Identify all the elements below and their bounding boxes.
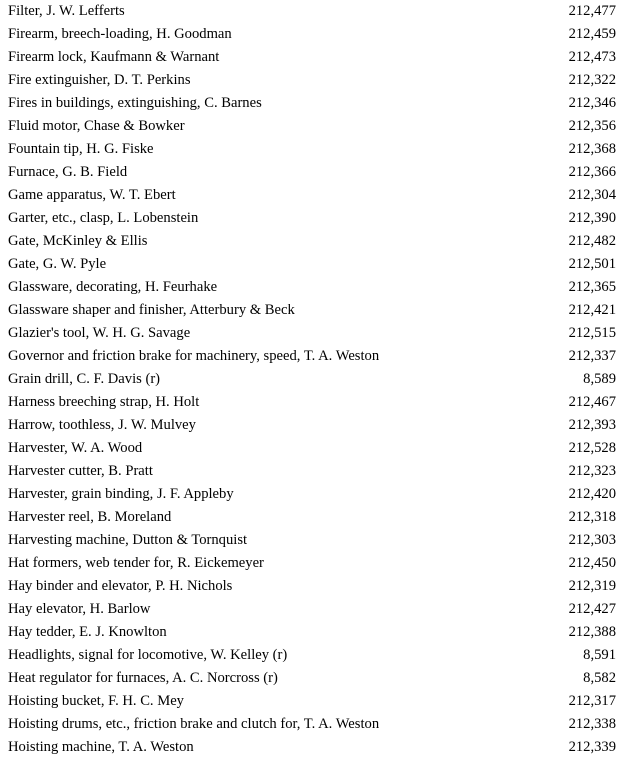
list-item xyxy=(0,46,622,69)
list-item xyxy=(0,368,622,391)
invention-title: Fountain tip, H. G. Fiske xyxy=(8,141,154,157)
list-item xyxy=(0,437,622,460)
patent-number: 212,473 xyxy=(568,49,616,65)
patent-number: 212,338 xyxy=(568,716,616,732)
patent-number: 212,388 xyxy=(568,624,616,640)
list-item xyxy=(0,161,622,184)
invention-title: Hoisting drums, etc., friction brake and clutch for, T. A. Weston xyxy=(8,716,380,732)
list-item xyxy=(0,391,622,414)
invention-title: Gate, G. W. Pyle xyxy=(8,256,107,272)
invention-title: Harvesting machine, Dutton & Tornquist xyxy=(8,532,248,548)
list-item xyxy=(0,299,622,322)
patent-number: 212,420 xyxy=(568,486,616,502)
invention-title: Governor and friction brake for machinery, speed, T. A. Weston xyxy=(8,348,380,364)
patent-number: 212,515 xyxy=(568,325,616,341)
patent-number: 8,582 xyxy=(583,670,616,686)
invention-title: Harvester cutter, B. Pratt xyxy=(8,463,153,479)
patent-number: 212,323 xyxy=(568,463,616,479)
invention-title: Firearm lock, Kaufmann & Warnant xyxy=(8,49,220,65)
invention-title: Harvester reel, B. Moreland xyxy=(8,509,172,525)
invention-title: Headlights, signal for locomotive, W. Kelley (r) xyxy=(8,647,288,663)
patent-number: 212,477 xyxy=(568,3,616,19)
patent-number: 212,318 xyxy=(568,509,616,525)
list-item xyxy=(0,713,622,736)
invention-title: Filter, J. W. Lefferts xyxy=(8,3,125,19)
patent-number: 212,427 xyxy=(568,601,616,617)
list-item xyxy=(0,23,622,46)
patent-number: 212,421 xyxy=(568,302,616,318)
patent-number: 212,450 xyxy=(568,555,616,571)
patent-number: 212,319 xyxy=(568,578,616,594)
invention-title: Grain drill, C. F. Davis (r) xyxy=(8,371,161,387)
invention-title: Harness breeching strap, H. Holt xyxy=(8,394,200,410)
patent-number: 212,303 xyxy=(568,532,616,548)
list-item xyxy=(0,0,622,23)
list-item xyxy=(0,115,622,138)
invention-title: Hat formers, web tender for, R. Eickemeyer xyxy=(8,555,264,571)
patent-number: 212,501 xyxy=(568,256,616,272)
list-item xyxy=(0,506,622,529)
invention-title: Hay elevator, H. Barlow xyxy=(8,601,151,617)
list-item xyxy=(0,345,622,368)
list-item xyxy=(0,690,622,713)
list-item xyxy=(0,736,622,759)
invention-title: Harvester, W. A. Wood xyxy=(8,440,143,456)
patent-number: 212,322 xyxy=(568,72,616,88)
invention-title: Glazier's tool, W. H. G. Savage xyxy=(8,325,191,341)
patent-number: 212,459 xyxy=(568,26,616,42)
list-item xyxy=(0,644,622,667)
list-item xyxy=(0,184,622,207)
list-item xyxy=(0,552,622,575)
invention-title: Hay binder and elevator, P. H. Nichols xyxy=(8,578,233,594)
invention-title: Fires in buildings, extinguishing, C. Barnes xyxy=(8,95,262,111)
list-item xyxy=(0,92,622,115)
invention-title: Game apparatus, W. T. Ebert xyxy=(8,187,176,203)
invention-title: Furnace, G. B. Field xyxy=(8,164,128,180)
patent-number: 212,366 xyxy=(568,164,616,180)
list-item xyxy=(0,598,622,621)
invention-title: Glassware shaper and finisher, Atterbury & Beck xyxy=(8,302,295,318)
invention-title: Firearm, breech-loading, H. Goodman xyxy=(8,26,232,42)
list-item xyxy=(0,529,622,552)
patent-number: 212,467 xyxy=(568,394,616,410)
patent-number: 212,368 xyxy=(568,141,616,157)
patent-number: 8,589 xyxy=(583,371,616,387)
list-item xyxy=(0,667,622,690)
list-item xyxy=(0,253,622,276)
patent-number: 212,317 xyxy=(568,693,616,709)
patent-number: 212,365 xyxy=(568,279,616,295)
invention-title: Hoisting bucket, F. H. C. Mey xyxy=(8,693,184,709)
invention-title: Hoisting machine, T. A. Weston xyxy=(8,739,194,755)
invention-title: Harvester, grain binding, J. F. Appleby xyxy=(8,486,234,502)
list-item xyxy=(0,460,622,483)
patent-number: 212,339 xyxy=(568,739,616,755)
patent-number: 212,482 xyxy=(568,233,616,249)
patent-number: 212,528 xyxy=(568,440,616,456)
invention-title: Hay tedder, E. J. Knowlton xyxy=(8,624,167,640)
list-item xyxy=(0,414,622,437)
list-item xyxy=(0,575,622,598)
invention-title: Fire extinguisher, D. T. Perkins xyxy=(8,72,191,88)
list-item xyxy=(0,207,622,230)
list-item xyxy=(0,230,622,253)
list-item xyxy=(0,69,622,92)
patent-number: 212,346 xyxy=(568,95,616,111)
list-item xyxy=(0,322,622,345)
patent-number: 212,304 xyxy=(568,187,616,203)
patent-number: 212,393 xyxy=(568,417,616,433)
invention-title: Garter, etc., clasp, L. Lobenstein xyxy=(8,210,199,226)
list-item xyxy=(0,483,622,506)
patent-number: 212,356 xyxy=(568,118,616,134)
invention-title: Glassware, decorating, H. Feurhake xyxy=(8,279,218,295)
invention-title: Fluid motor, Chase & Bowker xyxy=(8,118,185,134)
invention-title: Harrow, toothless, J. W. Mulvey xyxy=(8,417,196,433)
patent-number: 212,390 xyxy=(568,210,616,226)
invention-title: Heat regulator for furnaces, A. C. Norcross (r) xyxy=(8,670,278,686)
list-item xyxy=(0,621,622,644)
patent-number: 212,337 xyxy=(568,348,616,364)
list-item xyxy=(0,138,622,161)
invention-title: Gate, McKinley & Ellis xyxy=(8,233,148,249)
list-item xyxy=(0,276,622,299)
patent-number: 8,591 xyxy=(583,647,616,663)
